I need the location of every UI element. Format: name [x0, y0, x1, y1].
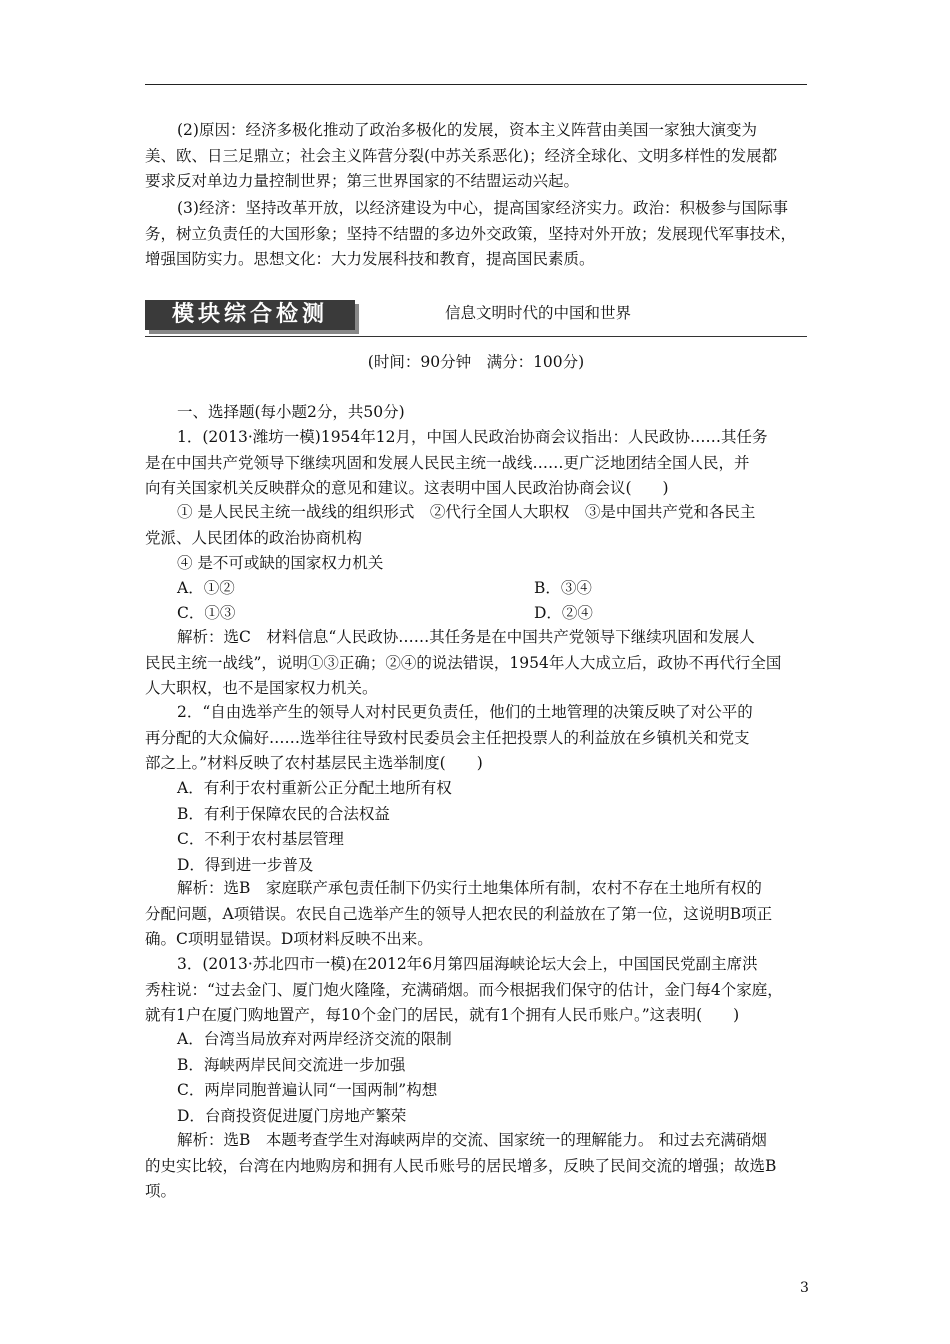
- section-heading: [145, 400, 807, 426]
- text-line: 部之上。”材料反映了农村基层民主选举制度( ): [145, 754, 483, 772]
- text-line: 1．(2013·潍坊一模)1954年12月，中国人民政治协商会议指出：人民政协……其任务: [177, 428, 768, 446]
- option-d: D．台商投资促进厦门房地产繁荣: [177, 1106, 407, 1125]
- page-number: 3: [800, 1280, 809, 1296]
- text-line: 分配问题，A项错误。农民自己选举产生的领导人把农民的利益放在了第一位，这说明B项正: [145, 904, 773, 923]
- text-line: (3)经济：坚持改革开放，以经济建设为中心，提高国家经济实力。政治：积极参与国际事: [177, 199, 788, 217]
- text-line: ④ 是不可或缺的国家权力机关: [177, 554, 384, 572]
- section-heading-text: 一、选择题(每小题2分，共50分): [177, 403, 405, 421]
- text-line: 民民主统一战线”，说明①③正确；②④的说法错误，1954年人大成立后，政协不再代行全国: [145, 653, 782, 672]
- option-b: B．③④: [534, 579, 592, 597]
- text-line: ① 是人民民主统一战线的组织形式 ②代行全国人大职权 ③是中国共产党和各民主: [177, 503, 756, 521]
- question-1-items: [145, 500, 807, 577]
- text-line: 确。C项明显错误。D项材料反映不出来。: [145, 930, 433, 948]
- question-1-stem: [145, 425, 807, 502]
- option-b: B．有利于保障农民的合法权益: [177, 804, 390, 823]
- text-line: 人大职权，也不是国家权力机关。: [145, 679, 378, 697]
- option-c: C．两岸同胞普遍认同“一国两制”构想: [177, 1081, 438, 1099]
- text-line: 再分配的大众偏好……选举往往导致村民委员会主任把投票人的利益放在乡镇机关和党支: [145, 728, 750, 747]
- text-line: 就有1户在厦门购地置产，每10个金门的居民，就有1个拥有人民币账户。”这表明( ): [145, 1006, 740, 1024]
- question-2-options: [145, 776, 807, 878]
- question-2-stem: [145, 700, 807, 777]
- text-line: 的史实比较，台湾在内地购房和拥有人民币账号的居民增多，反映了民间交流的增强；故选B: [145, 1156, 777, 1175]
- text-line: 2．“自由选举产生的领导人对村民更负责任，他们的土地管理的决策反映了对公平的: [177, 703, 753, 721]
- option-b: B．海峡两岸民间交流进一步加强: [177, 1055, 406, 1074]
- question-3-analysis: [145, 1128, 807, 1205]
- text-line: 项。: [145, 1182, 177, 1200]
- text-line: (2)原因：经济多极化推动了政治多极化的发展，资本主义阵营由美国一家独大演变为: [177, 121, 757, 139]
- question-3-stem: [145, 952, 807, 1029]
- text-line: 向有关国家机关反映群众的意见和建议。这表明中国人民政治协商会议( ): [145, 479, 669, 497]
- exam-info: (时间：90分钟 满分：100分): [367, 353, 585, 371]
- option-a: A．有利于农村重新公正分配土地所有权: [177, 779, 452, 797]
- option-c: C．①③: [177, 604, 236, 622]
- text-line: 解析：选B 家庭联产承包责任制下仍实行土地集体所有制，农村不存在土地所有权的: [177, 879, 762, 897]
- option-d: D．②④: [534, 604, 593, 622]
- banner-title: 信息文明时代的中国和世界: [445, 304, 632, 322]
- option-a: A．①②: [177, 579, 235, 597]
- question-3-options: [145, 1027, 807, 1129]
- text-line: 美、欧、日三足鼎立；社会主义阵营分裂(中苏关系恶化)；经济全球化、文明多样性的发展都: [145, 146, 778, 165]
- section-banner: [145, 296, 807, 338]
- text-line: 解析：选C 材料信息“人民政协……其任务是在中国共产党领导下继续巩固和发展人: [177, 628, 755, 646]
- text-line: 秀柱说：“过去金门、厦门炮火隆隆，充满硝烟。而今根据我们保守的估计，金门每4个家庭，: [145, 980, 783, 999]
- banner-label: 模块综合检测: [145, 300, 355, 330]
- text-line: 3．(2013·苏北四市一模)在2012年6月第四届海峡论坛大会上，中国国民党副主席洪: [177, 955, 758, 973]
- header-rule: [145, 84, 807, 85]
- answer-paragraph-2: [145, 118, 807, 195]
- text-line: 务，树立负责任的大国形象；坚持不结盟的多边外交政策，坚持对外开放；发展现代军事技术，: [145, 224, 797, 243]
- question-2-analysis: [145, 876, 807, 953]
- option-c: C．不利于农村基层管理: [177, 830, 344, 848]
- banner-rule: [145, 336, 807, 337]
- question-1-analysis: [145, 625, 807, 702]
- option-a: A．台湾当局放弃对两岸经济交流的限制: [177, 1030, 452, 1048]
- text-line: 要求反对单边力量控制世界；第三世界国家的不结盟运动兴起。: [145, 172, 580, 190]
- text-line: 增强国防实力。思想文化：大力发展科技和教育，提高国民素质。: [145, 250, 595, 268]
- text-line: 解析：选B 本题考查学生对海峡两岸的交流、国家统一的理解能力。 和过去充满硝烟: [177, 1131, 767, 1149]
- text-line: 是在中国共产党领导下继续巩固和发展人民民主统一战线……更广泛地团结全国人民，并: [145, 453, 750, 472]
- option-d: D．得到进一步普及: [177, 855, 314, 874]
- text-line: 党派、人民团体的政治协商机构: [145, 528, 363, 547]
- answer-paragraph-3: [145, 196, 807, 273]
